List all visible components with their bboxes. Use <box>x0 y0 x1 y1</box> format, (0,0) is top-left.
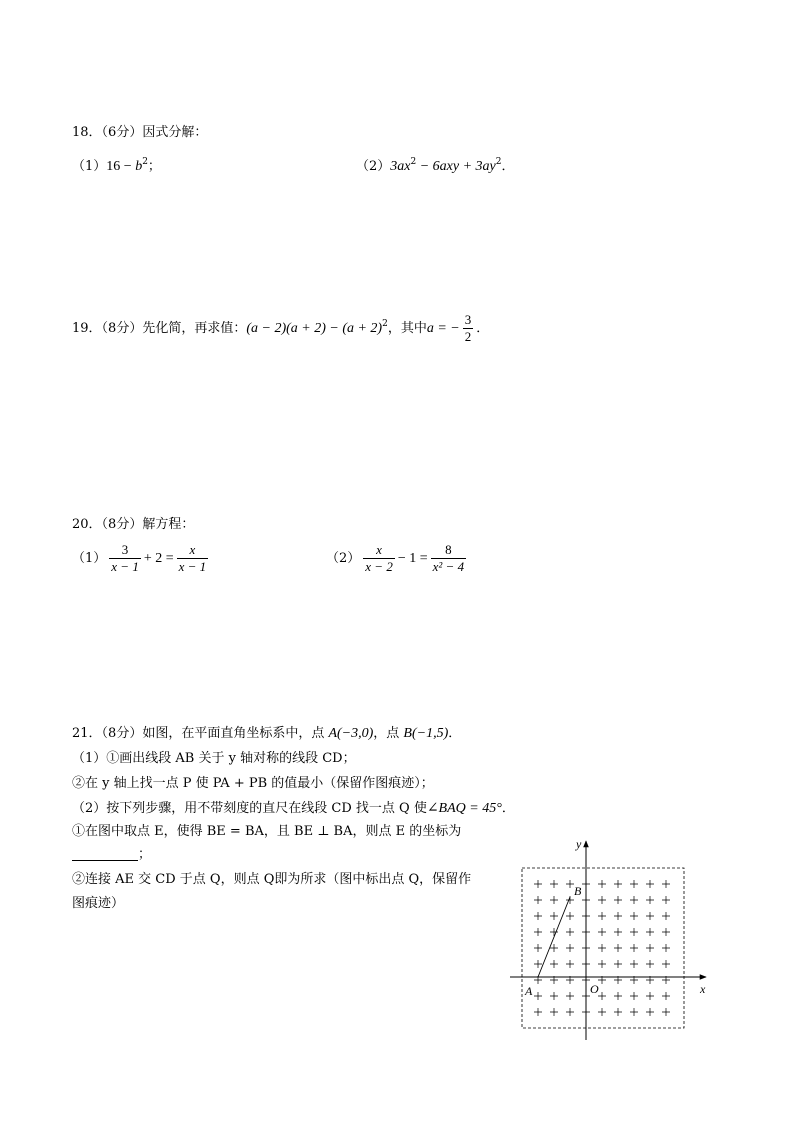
grid-cross <box>662 992 670 1000</box>
q19-exp: 2 <box>382 319 388 329</box>
q20-p1-frac1 <box>109 542 141 575</box>
grid-cross <box>630 1008 638 1016</box>
q20-p1-mid: + 2 = <box>143 551 174 566</box>
q20-stem: 20．（8分）解方程： <box>72 517 195 532</box>
grid-cross <box>550 912 558 920</box>
q21-line4: ①在图中取点 E，使得 BE = BA，且 BE ⊥ BA，则点 E 的坐标为 <box>72 824 462 839</box>
answer-blank[interactable] <box>72 846 138 861</box>
grid-cross <box>566 880 574 888</box>
q19-line <box>72 312 489 346</box>
q19-stem: 19．（8分）先化简，再求值： <box>72 321 247 336</box>
grid-cross <box>646 912 654 920</box>
q20-part1 <box>72 541 211 577</box>
grid-cross <box>550 960 558 968</box>
q21-line5-end: ； <box>138 847 152 862</box>
q21-stem <box>72 724 461 744</box>
grid-cross <box>598 896 606 904</box>
grid-cross <box>550 880 558 888</box>
q19-denominator: 2 <box>464 329 472 344</box>
grid-cross <box>614 1008 622 1016</box>
grid-cross <box>598 912 606 920</box>
q21-angle: ∠BAQ = 45° <box>426 801 502 816</box>
grid-cross <box>566 912 574 920</box>
grid-cross <box>614 944 622 952</box>
q19-fraction <box>463 312 474 345</box>
grid-cross <box>598 992 606 1000</box>
grid-cross <box>534 1008 542 1016</box>
point-label-o: O <box>590 982 599 996</box>
q21-line2: ②在 y 轴上找一点 P 使 PA + PB 的值最小（保留作图痕迹）； <box>72 776 434 791</box>
q21-line6: ②连接 AE 交 CD 于点 Q，则点 Q即为所求（图中标出点 Q，保留作 <box>72 872 472 887</box>
grid-cross <box>646 992 654 1000</box>
q21-stem-b: ，点 <box>373 726 404 741</box>
grid-cross <box>662 928 670 936</box>
grid-cross <box>646 1008 654 1016</box>
axis-label-y: y <box>576 837 582 851</box>
q18-part2-t2: − 6axy + 3ay <box>416 159 496 174</box>
q21-point-b: B(−1,5) <box>403 726 449 741</box>
grid-cross <box>550 1008 558 1016</box>
q20-p2-den2: x² − 4 <box>432 559 465 574</box>
grid-cross <box>630 880 638 888</box>
grid-cross <box>614 880 622 888</box>
grid-cross <box>662 944 670 952</box>
q19-where: ，其中 <box>387 321 427 336</box>
q18-part1-end: ； <box>147 159 161 174</box>
q20-p1-label: （1） <box>72 551 107 566</box>
grid-cross <box>662 1008 670 1016</box>
q20-p1-den1: x − 1 <box>111 559 139 574</box>
q21-point-a: A(−3,0) <box>328 726 374 741</box>
q18-part2-t2-exp: 2 <box>495 157 502 167</box>
grid-cross <box>662 912 670 920</box>
q20-p2-num1: x <box>363 542 395 559</box>
grid-cross <box>550 896 558 904</box>
q20-part2 <box>326 541 469 577</box>
q21-line5 <box>72 845 151 865</box>
q21-line3 <box>72 799 515 819</box>
grid-cross <box>534 928 542 936</box>
q20-p2-num2: 8 <box>431 542 466 559</box>
grid-cross <box>598 928 606 936</box>
axis-label-x: x <box>700 982 706 996</box>
q18-part2-t1: 3ax <box>390 159 411 174</box>
q19-expr: (a − 2)(a + 2) − (a + 2) <box>246 321 383 336</box>
q18-part2 <box>356 157 515 177</box>
q18-part1-expr: 16 − <box>106 159 136 174</box>
q21-line3a: （2）按下列步骤，用不带刻度的直尺在线段 CD 找一点 Q 使 <box>72 801 427 816</box>
q20-p2-mid: − 1 = <box>397 551 428 566</box>
q20-p2-den1: x − 2 <box>365 559 393 574</box>
grid-cross <box>630 944 638 952</box>
q18-part1-label: （1） <box>72 159 107 174</box>
q20-p2-label: （2） <box>326 551 361 566</box>
q21-line3c: ． <box>501 801 515 816</box>
grid-cross <box>566 992 574 1000</box>
q20-p2-frac1 <box>363 542 395 575</box>
grid-cross <box>662 896 670 904</box>
grid-cross <box>646 896 654 904</box>
q21-line1: （1）①画出线段 AB 关于 y 轴对称的线段 CD； <box>72 751 356 766</box>
grid-cross <box>646 960 654 968</box>
q19-numerator: 3 <box>464 312 472 327</box>
q18-part2-label: （2） <box>356 159 391 174</box>
coordinate-grid-figure <box>500 835 715 1045</box>
grid-cross <box>598 944 606 952</box>
grid-cross <box>534 912 542 920</box>
grid-cross <box>630 992 638 1000</box>
q18-stem: 18．（6分）因式分解： <box>72 125 208 140</box>
grid-cross <box>534 896 542 904</box>
grid-cross <box>630 912 638 920</box>
grid-cross <box>614 912 622 920</box>
q21-stem-a: 21．（8分）如图，在平面直角坐标系中，点 <box>72 726 329 741</box>
q18-part1-var: b <box>135 159 143 174</box>
grid-cross <box>630 960 638 968</box>
grid-cross <box>646 880 654 888</box>
q21-line7: 图痕迹） <box>72 896 125 911</box>
q20-p1-frac2 <box>177 542 209 575</box>
grid-cross <box>598 960 606 968</box>
grid-cross <box>534 880 542 888</box>
q21-stem-c: ． <box>448 726 462 741</box>
q20-p1-num1: 3 <box>109 542 141 559</box>
grid-cross <box>646 944 654 952</box>
grid-cross <box>598 1008 606 1016</box>
q20-p1-den2: x − 1 <box>178 559 207 574</box>
grid-cross <box>630 896 638 904</box>
grid-cross <box>614 992 622 1000</box>
grid-cross <box>534 944 542 952</box>
grid-cross <box>566 960 574 968</box>
grid-cross <box>550 992 558 1000</box>
point-label-b: B <box>574 884 582 898</box>
grid-cross <box>534 992 542 1000</box>
q20-p1-num2: x <box>177 542 209 559</box>
grid-cross <box>534 960 542 968</box>
grid-cross <box>566 928 574 936</box>
grid-cross <box>614 928 622 936</box>
q18-part1-exp: 2 <box>142 157 148 167</box>
q18-part2-end: ． <box>501 159 515 174</box>
grid-cross <box>614 960 622 968</box>
q19-end: ． <box>476 321 490 336</box>
grid-cross <box>630 928 638 936</box>
grid-cross <box>566 1008 574 1016</box>
grid-cross <box>566 944 574 952</box>
grid-cross <box>598 880 606 888</box>
grid-cross <box>646 928 654 936</box>
q19-a-eq: a = − <box>426 321 460 336</box>
q20-p2-frac2 <box>431 542 466 575</box>
grid-cross <box>662 880 670 888</box>
grid-cross <box>614 896 622 904</box>
grid-crosses <box>534 880 670 1016</box>
q18-part1 <box>72 157 161 177</box>
point-label-a: A <box>525 984 533 998</box>
grid-cross <box>662 960 670 968</box>
q18-part2-t1-exp: 2 <box>410 157 417 167</box>
